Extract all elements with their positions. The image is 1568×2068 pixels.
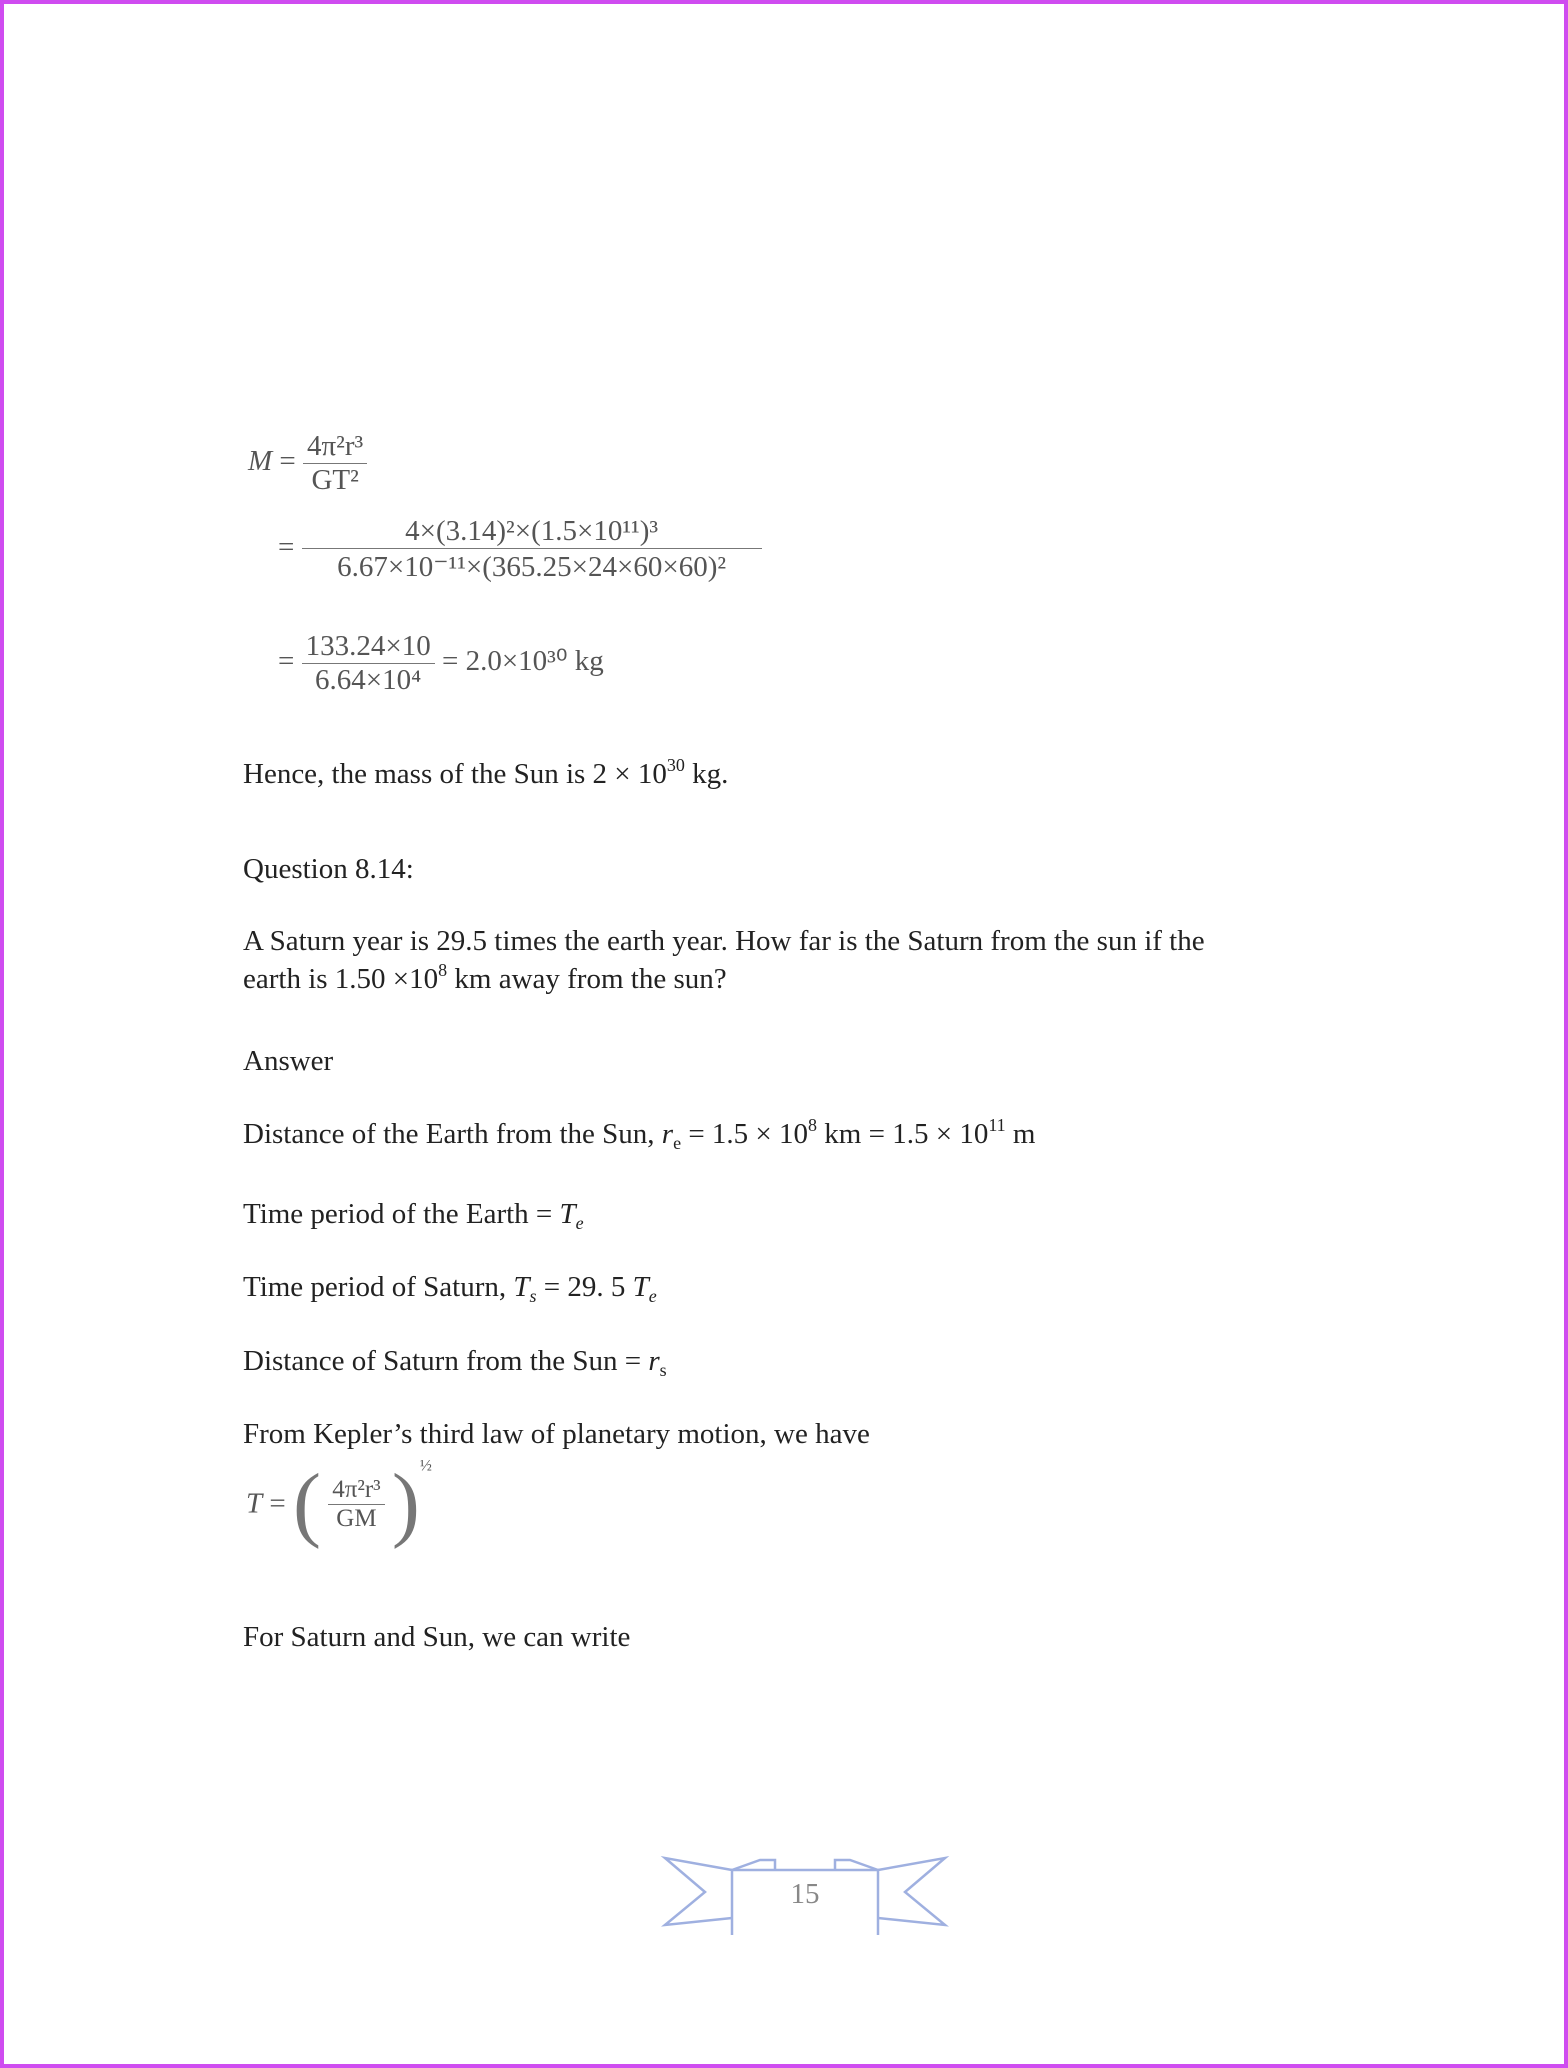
formula-result: = 2.0×10³⁰ kg [441,645,604,678]
period-saturn-line: Time period of Saturn, $T_s = 29$. 5 $T_e$ [243,1271,657,1306]
page-number-ribbon [660,1850,950,1935]
formula-step3-fraction: $\frac{133.24\times 10}{\text{6.64×10⁴}}$ [302,630,435,697]
closing-text: For Saturn and Sun, we can write [243,1621,631,1653]
formula-step2-fraction: $\frac{\text{4×(3.14)²×(1.5×10¹¹)³}}{\text{6.67×10⁻¹¹×(365.25×24×60×60)²}}$ [302,515,762,584]
distance-saturn-line: Distance of Saturn from the Sun = $r_s$ [243,1345,667,1380]
formula-mass-sun: M = $\frac{\text{4π²r³}}{\text{GT²}}$ = $\frac{\text{4×(3.14)²×(1.5×10¹¹)³}}{\text{6.67×10⁻¹¹×(365.25×24×60×60)²}}$ = $\frac{133.24\times 10}{\text{6.64×10⁴}}$ = 2.0×10³⁰ kg [248,420,808,720]
answer-label: Answer [243,1045,334,1077]
kepler-formula: T = ( $\frac{\text{4π²r³}}{GM}$ )$^{\frac{1}{2}}$ [246,1457,432,1550]
question-title: Question 8.14: [243,853,414,885]
period-earth-line: Time period of the Earth = $T_e$ [243,1198,584,1233]
kepler-intro: From Kepler’s third law of planetary motion, we have [243,1418,870,1450]
formula-lhs: M [248,445,273,478]
formula-step1-fraction: $\frac{\text{4π²r³}}{\text{GT²}}$ [303,430,367,497]
conclusion-text: Hence, the mass of the Sun is $2 \times 10^{30}$ kg. [243,755,729,790]
page-number: 15 [790,1878,820,1910]
question-text: A Saturn year is 29.5 times the earth year. How far is the Saturn from the sun if the earth is $1.50 \times 10^8$ km away from the sun? [243,925,1205,995]
distance-earth-line: Distance of the Earth from the Sun, $r_e = 1.5 \times 10^8$ km = $1.5 \times 10^{11}$ m [243,1115,1036,1153]
